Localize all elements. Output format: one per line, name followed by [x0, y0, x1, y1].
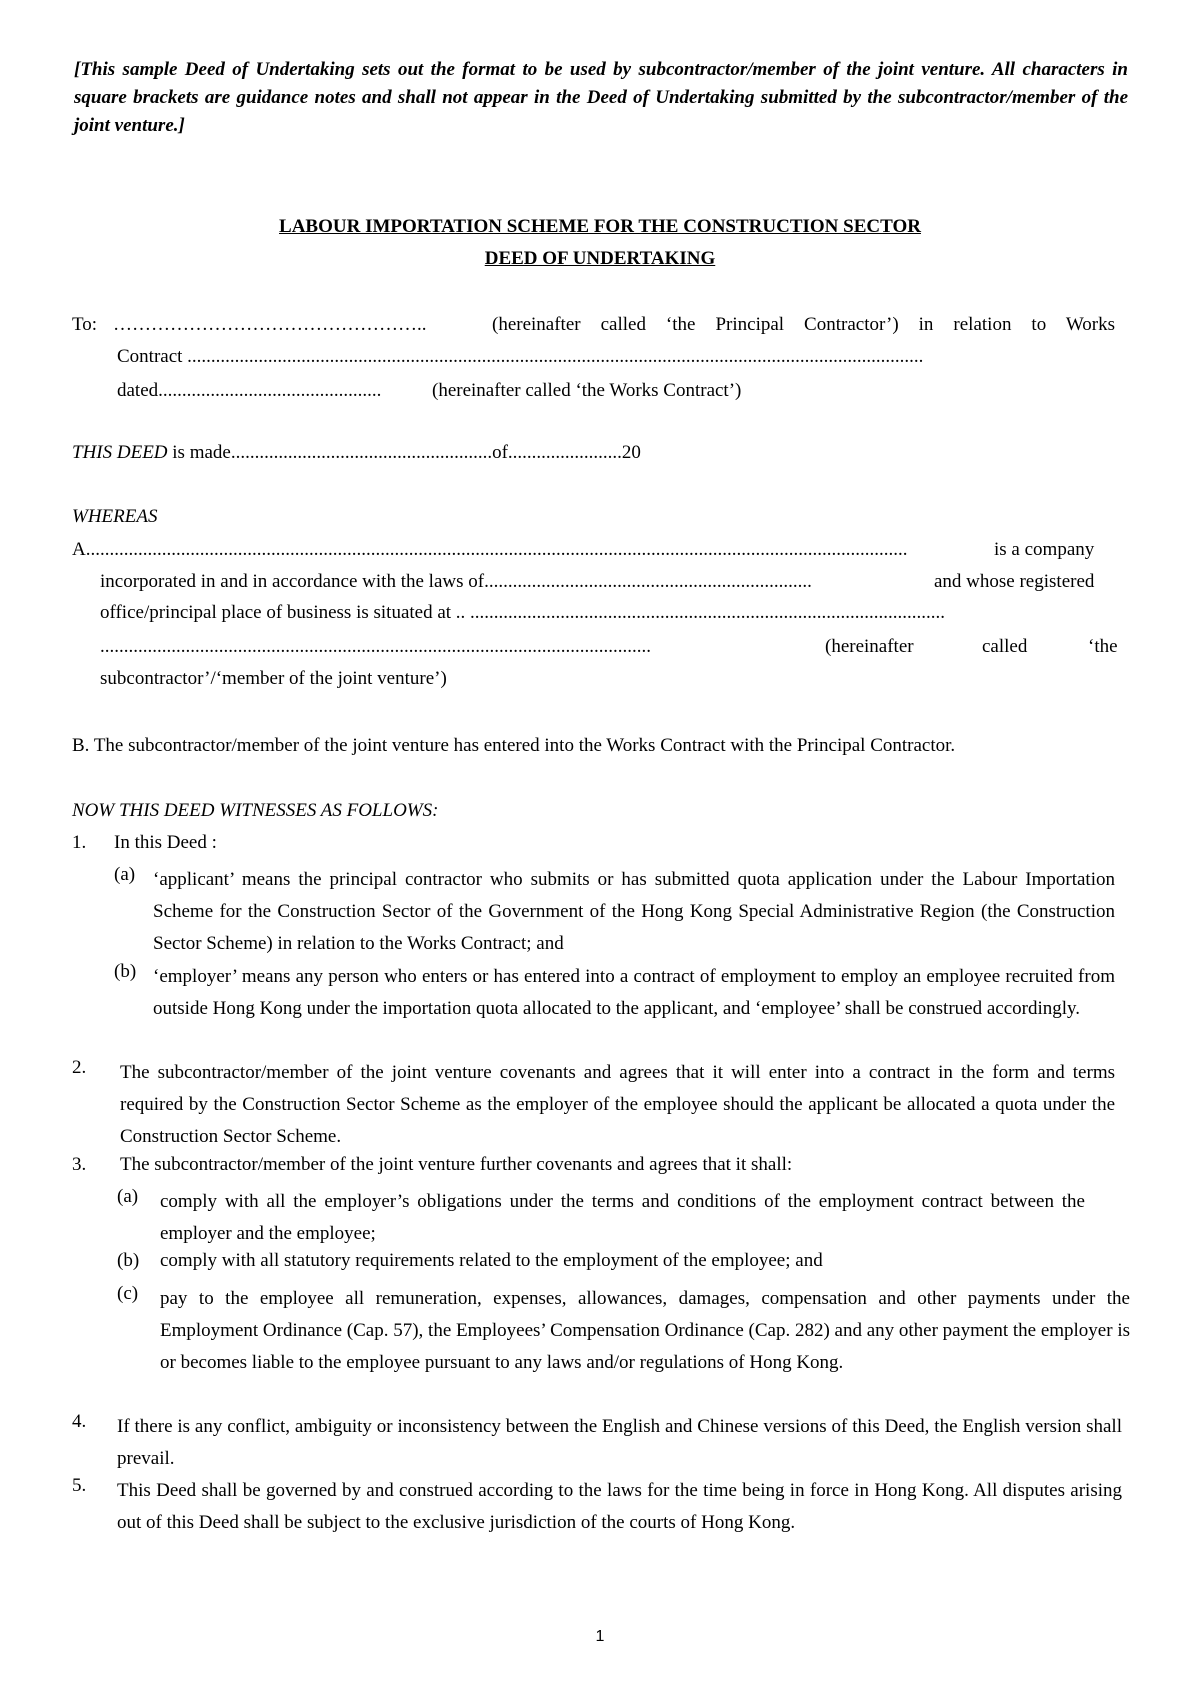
deed-made-text: is made.......................................................of........................20 — [167, 442, 641, 463]
clause-3-text: The subcontractor/member of the joint venture further covenants and agrees that it shall: — [120, 1154, 793, 1175]
clause-5-text: This Deed shall be governed by and construed according to the laws for the time being in force in Hong Kong. All disputes arising out of this Deed shall be subject to the exclusive jurisdiction of the courts of Hong Kong. — [117, 1480, 1122, 1533]
clause-3b-label: (b) — [117, 1250, 140, 1271]
recital-a-line4-blank: .................................................................................................................... — [100, 636, 651, 657]
whereas-heading: WHEREAS — [72, 506, 158, 527]
recital-a-called: called — [982, 636, 1028, 657]
clause-5-number: 5. — [72, 1475, 87, 1496]
clause-2-text: The subcontractor/member of the joint venture covenants and agrees that it will enter into a contract in the form and terms required by the Construction Sector Scheme as the employer of the employee should the applicant be allocated a quota under the Construction Sector Scheme. — [120, 1062, 1115, 1147]
recital-a-laws-blank: incorporated in and in accordance with the laws of..................................................................... — [100, 571, 812, 592]
recital-a-registered: and whose registered — [934, 571, 1095, 592]
clause-1a-label: (a) — [114, 864, 136, 885]
clause-3-number: 3. — [72, 1154, 87, 1175]
to-line1-text: (hereinafter called ‘the Principal Contractor’) in relation to Works — [492, 314, 1115, 335]
clause-2-number: 2. — [72, 1057, 87, 1078]
clause-4-number: 4. — [72, 1411, 87, 1432]
principal-contractor-blank: ………………………………………….. — [113, 314, 427, 335]
recital-a-office-blank: office/principal place of business is situated at .. .................................................................................................... — [100, 602, 946, 623]
scheme-title: LABOUR IMPORTATION SCHEME FOR THE CONSTRUCTION SECTOR — [279, 216, 921, 237]
works-contract-text: (hereinafter called ‘the Works Contract’) — [432, 380, 742, 401]
witnesses-heading: NOW THIS DEED WITNESSES AS FOLLOWS: — [72, 800, 439, 821]
clause-1a-text: ‘applicant’ means the principal contractor who submits or has submitted quota application under the Labour Importation Scheme for the Construction Sector of the Government of the Hong Kong Special Administrative Region (the Construction Sector Scheme) in relation to the Works Contract; and — [153, 869, 1115, 954]
page-number: 1 — [595, 1628, 605, 1645]
recital-b: B. The subcontractor/member of the joint venture has entered into the Works Contract with the Principal Contractor. — [72, 735, 956, 756]
recital-a-company-blank: A............................................................................................................................................................................. — [72, 539, 908, 560]
clause-1-number: 1. — [72, 832, 87, 853]
clause-3b-text: comply with all statutory requirements related to the employment of the employee; and — [160, 1250, 823, 1271]
recital-a-subcontractor: subcontractor’/‘member of the joint venture’) — [100, 668, 447, 689]
recital-a-the: ‘the — [1088, 636, 1118, 657]
recital-a-is-company: is a company — [994, 539, 1095, 560]
to-label: To: — [72, 314, 98, 335]
clause-3c-label: (c) — [117, 1283, 139, 1304]
clause-1-text: In this Deed : — [114, 832, 217, 853]
recital-a-hereinafter: (hereinafter — [825, 636, 914, 657]
clause-3a-text: comply with all the employer’s obligations under the terms and conditions of the employment contract between the employer and the employee; — [160, 1191, 1085, 1244]
guidance-note: [This sample Deed of Undertaking sets out the format to be used by subcontractor/member of the joint venture. All characters in square brackets are guidance notes and shall not appear in the Deed of Undertaking submitted by the subcontractor/member of the joint venture.] — [74, 59, 1128, 136]
works-contract-blank: Contract ........................................................................................................................................................... — [117, 346, 924, 367]
deed-title: DEED OF UNDERTAKING — [484, 248, 716, 269]
this-deed-italic: THIS DEED — [72, 442, 168, 463]
clause-3c-text: pay to the employee all remuneration, expenses, allowances, damages, compensation and other payments under the Employment Ordinance (Cap. 57), the Employees’ Compensation Ordinance (Cap. 282) and any other payment the employer is or becomes liable to the employee pursuant to any laws and/or regulations of Hong Kong. — [160, 1288, 1130, 1373]
clause-1b-text: ‘employer’ means any person who enters or has entered into a contract of employment to employ an employee recruited from outside Hong Kong under the importation quota allocated to the applicant, and ‘employee’ shall be construed accordingly. — [153, 966, 1115, 1019]
deed-made-line — [72, 442, 641, 464]
clause-4-text: If there is any conflict, ambiguity or inconsistency between the English and Chinese versions of this Deed, the English version shall prevail. — [117, 1416, 1122, 1469]
dated-blank: dated............................................... — [117, 380, 382, 401]
clause-1b-label: (b) — [114, 961, 137, 982]
clause-3a-label: (a) — [117, 1186, 139, 1207]
